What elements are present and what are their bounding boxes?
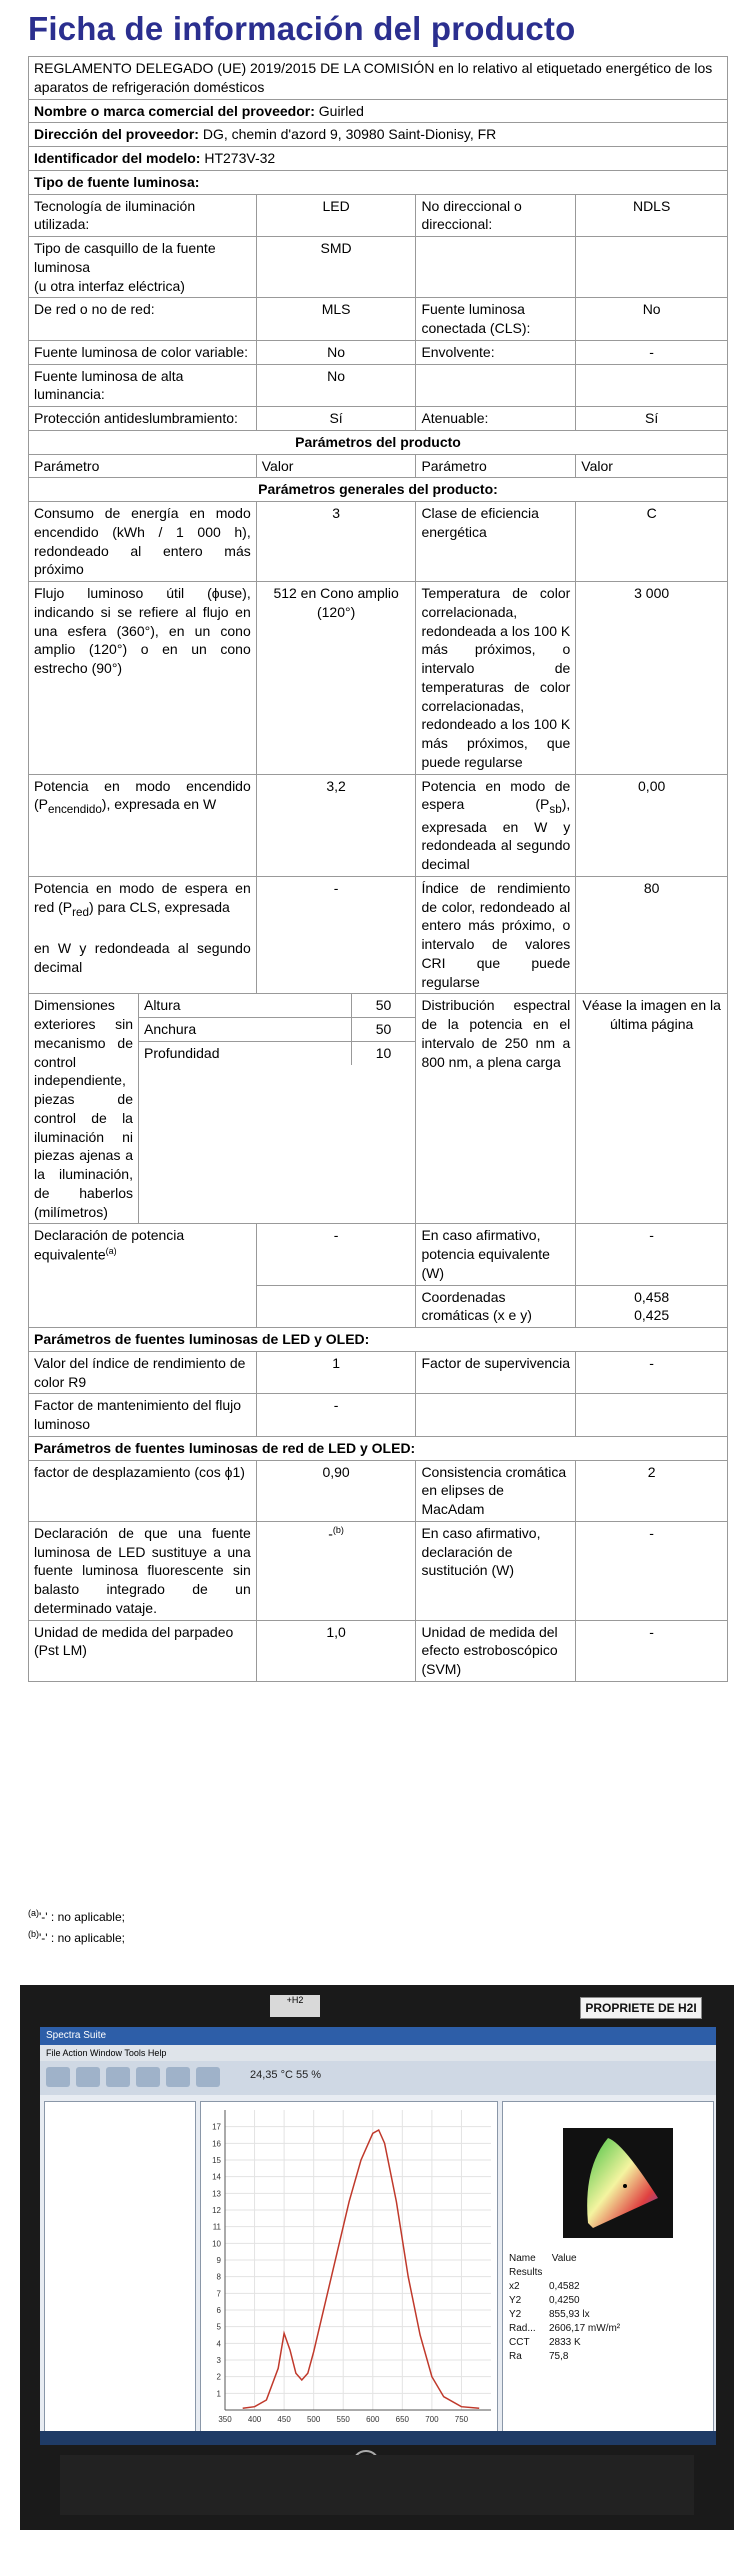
y-tick-label: 1 — [216, 2389, 221, 2399]
table-row: factor de desplazamiento (cos ϕ1) 0,90 Consistencia cromática en elipses de MacAdam 2 — [29, 1460, 728, 1521]
table-row: Consumo de energía en modo encendido (kWh / 1 000 h), redondeado al entero más próximo 3 Clase de eficiencia energética C — [29, 502, 728, 582]
toolbar-icon — [196, 2067, 220, 2087]
table-row: Factor de mantenimiento del flujo luminoso - — [29, 1394, 728, 1437]
y-tick-label: 14 — [212, 2172, 221, 2182]
table-row: De red o no de red: MLS Fuente luminosa conectada (CLS): No — [29, 298, 728, 341]
table-row: Valor del índice de rendimiento de color R9 1 Factor de supervivencia - — [29, 1351, 728, 1394]
list-item: Ra 75,8 — [509, 2351, 569, 2362]
product-info-table — [28, 56, 728, 1682]
toolbar — [40, 2061, 716, 2095]
y-tick-label: 12 — [212, 2206, 221, 2215]
menu-bar: File Action Window Tools Help — [40, 2045, 716, 2061]
y-tick-label: 7 — [216, 2289, 221, 2299]
spectrum-series-line — [243, 2130, 480, 2408]
x-tick-label: 400 — [247, 2415, 262, 2424]
general-params-heading: Parámetros generales del producto: — [29, 478, 728, 502]
model-id-row: Identificador del modelo: HT273V-32 — [29, 147, 728, 171]
results-panel — [502, 2101, 714, 2433]
y-tick-label: 3 — [216, 2356, 221, 2365]
led-oled-heading: Parámetros de fuentes luminosas de LED y OLED: — [29, 1328, 728, 1352]
y-tick-label: 11 — [212, 2222, 221, 2232]
property-label: PROPRIETE DE H2I — [580, 1997, 702, 2019]
spectrum-measurement-photo — [20, 1985, 734, 2530]
supplier-name-row: Nombre o marca comercial del proveedor: Guirled — [29, 99, 728, 123]
x-tick-label: 700 — [425, 2415, 439, 2424]
list-item: Y2 0,4250 — [509, 2295, 580, 2306]
x-tick-label: 450 — [277, 2415, 291, 2424]
list-item: CCT 2833 K — [509, 2337, 581, 2348]
y-tick-label: 4 — [216, 2339, 221, 2349]
results-title: Results — [509, 2267, 543, 2278]
source-type-heading: Tipo de fuente luminosa: — [29, 170, 728, 194]
cie-diagram-icon — [563, 2128, 673, 2238]
y-tick-label: 6 — [216, 2306, 221, 2315]
results-list: Name Value Results x2 0,4582 Y2 0,4250 Y2 855,93 lx Rad... 2606,17 mW/m² CCT 2833 K Ra 75,8 — [509, 2253, 621, 2362]
x-tick-label: 650 — [395, 2415, 410, 2424]
measurement-tree-panel — [44, 2101, 196, 2433]
table-row: Dimensiones exteriores sin mecanismo de control independiente, piezas de control de la iluminación ni piezas ajenas a la iluminación, de haberlos (milímetros) Altura 50 Anchura 50 Profundidad 10 Distribución espectral de la potencia en el intervalo de 250 nm a 800 nm, a plena carga Véase la imagen en la última página — [29, 994, 728, 1224]
supplier-address-row: Dirección del proveedor: DG, chemin d'azord 9, 30980 Saint-Dionisy, FR — [29, 123, 728, 147]
spectrum-chart-svg — [201, 2102, 497, 2432]
table-row: Declaración de potencia equivalente$^{(a)}$ - En caso afirmativo, potencia equivalente (W) - — [29, 1224, 728, 1285]
table-row: Flujo luminoso útil (ϕuse), indicando si se refiere al flujo en una esfera (360°), en un cono amplio (120°) o en un cono estrecho (90°) 512 en Cono amplio (120°) Temperatura de color correlacionada, redondeada a los 100 K más próximos, o intervalo de temperaturas de color correlacionadas, redondeado a los 100 K más próximos, que puede regularse 3 000 — [29, 582, 728, 775]
taskbar — [40, 2431, 716, 2445]
toolbar-icon — [166, 2067, 190, 2087]
y-tick-label: 2 — [216, 2372, 221, 2382]
x-tick-label: 600 — [366, 2415, 380, 2424]
window-title: Spectra Suite — [40, 2027, 716, 2045]
y-tick-label: 5 — [216, 2322, 221, 2332]
keyboard — [60, 2455, 694, 2515]
footnote-a: $^{(a)}$'-' : no aplicable; — [28, 1908, 125, 1924]
dimensions-table: Altura 50 Anchura 50 Profundidad 10 — [139, 994, 415, 1064]
table-row: Declaración de que una fuente luminosa de LED sustituye a una fuente luminosa fluorescente sin balasto integrado de un determinado vataje. -$^{(b)}$ En caso afirmativo, declaración de sustitución (W) - — [29, 1521, 728, 1620]
table-row: Unidad de medida del parpadeo (Pst LM) 1,0 Unidad de medida del efecto estroboscópico (SVM) - — [29, 1620, 728, 1681]
table-row: Tipo de casquillo de la fuente luminosa (u otra interfaz eléctrica) SMD — [29, 237, 728, 298]
footnote-b: $^{(b)}$'-' : no aplicable; — [28, 1929, 125, 1946]
product-params-heading: Parámetros del producto — [29, 430, 728, 454]
regulation-row: REGLAMENTO DELEGADO (UE) 2019/2015 DE LA COMISIÓN en lo relativo al etiquetado energético de los aparatos de refrigeración domésticos — [29, 57, 728, 100]
y-tick-label: 17 — [212, 2122, 221, 2132]
list-item: Y2 855,93 lx — [509, 2309, 590, 2320]
y-tick-label: 13 — [212, 2189, 221, 2199]
spectrum-chart — [200, 2101, 498, 2433]
table-row: Fuente luminosa de alta luminancia: No — [29, 364, 728, 407]
x-tick-label: 750 — [454, 2415, 469, 2424]
footnotes — [28, 1906, 125, 1949]
y-tick-label: 16 — [212, 2139, 221, 2149]
table-row: Coordenadas cromáticas (x e y) 0,458 0,425 — [29, 1285, 728, 1328]
list-item: x2 0,4582 — [509, 2281, 580, 2292]
x-tick-label: 500 — [306, 2415, 321, 2424]
table-row: Potencia en modo encendido $(P_{encendido})$, expresada en W 3,2 Potencia en modo de espera $(P_{sb})$, expresada en W y redondeada al segundo decimal 0,00 — [29, 774, 728, 876]
table-row: Tecnología de iluminación utilizada: LED No direccional o direccional: NDLS — [29, 194, 728, 237]
led-oled-mains-heading: Parámetros de fuentes luminosas de red de LED y OLED: — [29, 1436, 728, 1460]
table-row: Fuente luminosa de color variable: No Envolvente: - — [29, 340, 728, 364]
asset-sticker: +H2 — [270, 1995, 320, 2017]
toolbar-icon — [136, 2067, 160, 2087]
page-title: Ficha de información del producto — [28, 10, 576, 47]
y-tick-label: 10 — [212, 2239, 221, 2249]
toolbar-icon — [46, 2067, 70, 2087]
x-tick-label: 550 — [336, 2415, 350, 2424]
laptop-screen — [40, 2027, 716, 2445]
table-row: Protección antideslumbramiento: Sí Atenuable: Sí — [29, 407, 728, 431]
y-tick-label: 9 — [216, 2256, 221, 2265]
x-tick-label: 350 — [218, 2415, 232, 2424]
toolbar-icon — [106, 2067, 130, 2087]
y-tick-label: 8 — [216, 2272, 221, 2282]
table-row: Potencia en modo de espera en red $(P_{red})$ para CLS, expresada en W y redondeada al segundo decimal - Índice de rendimiento de color, redondeado al entero más próximo, o intervalo de valores CRI que puede regularse 80 — [29, 876, 728, 994]
toolbar-icon — [76, 2067, 100, 2087]
column-header-row: Parámetro Valor Parámetro Valor — [29, 454, 728, 478]
list-item: Rad... 2606,17 mW/m² — [509, 2323, 621, 2334]
y-tick-label: 15 — [212, 2156, 221, 2165]
temperature-humidity-readout: 24,35 °C 55 % — [250, 2069, 322, 2081]
